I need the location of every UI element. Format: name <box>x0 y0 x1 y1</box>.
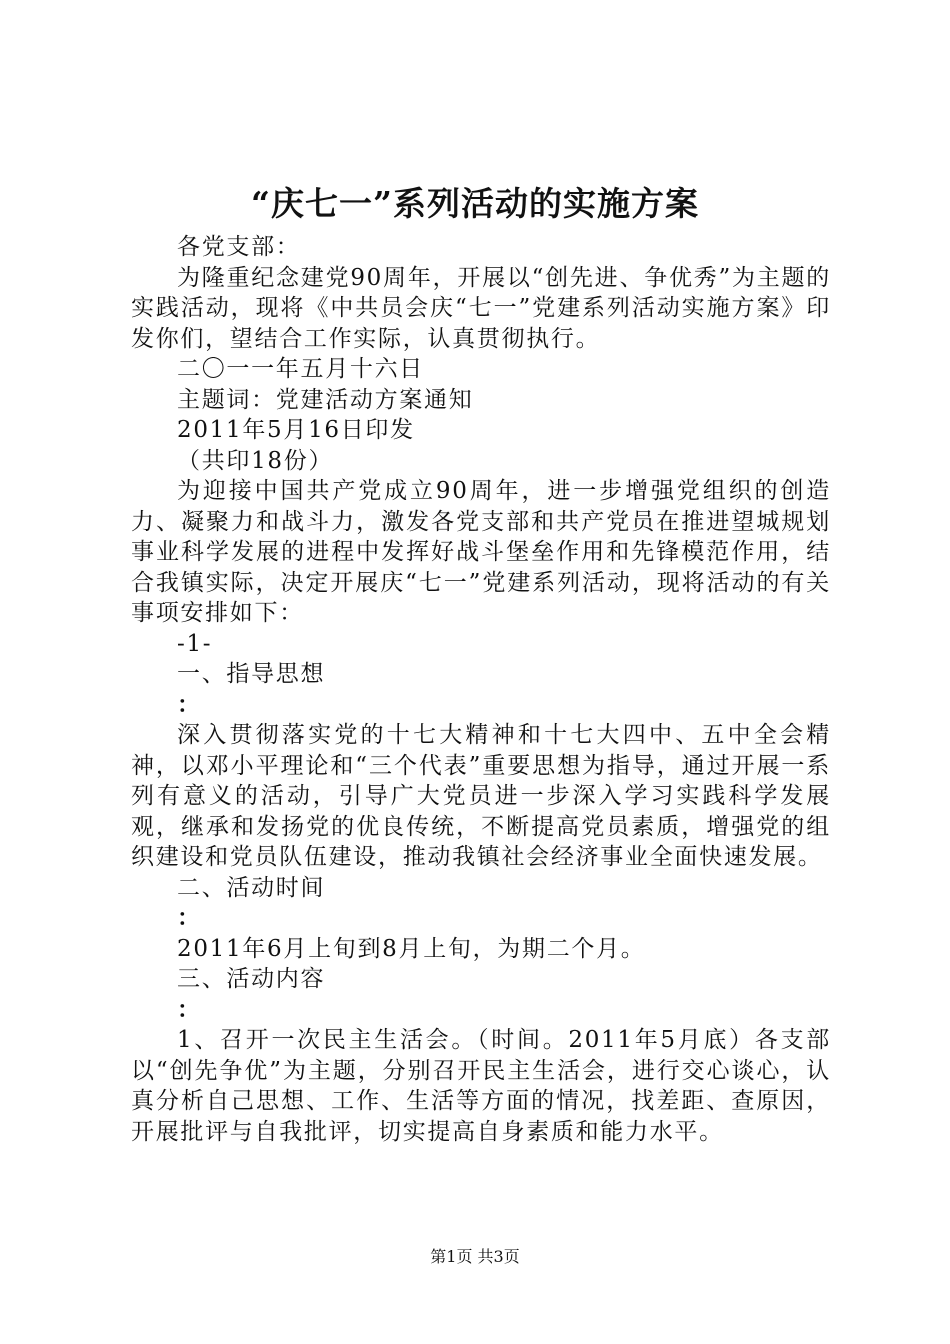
print-date: 2011年5月16日印发 <box>177 417 415 443</box>
issue-date: 二〇一一年五月十六日 <box>177 356 424 382</box>
section-colon: ： <box>177 995 202 1023</box>
section-heading-activity-content: 三、活动内容 <box>177 966 326 992</box>
section-heading-activity-time: 二、活动时间 <box>177 874 326 901</box>
purpose-paragraph: 为迎接中国共产党成立90周年，进一步增强党组织的创造力、凝聚力和战斗力，激发各党支部和共产党员在推进望城规划事业科学发展的进程中发挥好战斗堡垒作用和先锋模范作用，结合我镇实际，决定开展庆“七一”党建系列活动，现将活动的有关事项安排如下： <box>131 478 831 626</box>
section-colon: ： <box>177 904 202 931</box>
activity-time-paragraph: 2011年6月上旬到8月上旬，为期二个月。 <box>177 935 646 962</box>
section-colon: ： <box>177 690 202 718</box>
page-marker: -1- <box>177 630 213 657</box>
intro-paragraph: 为隆重纪念建党90周年，开展以“创先进、争优秀”为主题的实践活动，现将《中共员会庆“七一”党建系列活动实施方案》印发你们，望结合工作实际，认真贯彻执行。 <box>131 264 831 352</box>
page-footer: 第1页 共3页 <box>430 1247 520 1266</box>
document-title: “庆七一”系列活动的实施方案 <box>251 184 699 223</box>
activity-item-1: 1、召开一次民主生活会。（时间。2011年5月底）各支部以“创先争优”为主题，分别召开民主生活会，进行交心谈心，认真分析自己思想、工作、生活等方面的情况，找差距、查原因，开展批评与自我批评，切实提高自身素质和能力水平。 <box>131 1027 831 1145</box>
document-body <box>131 232 831 1147</box>
guiding-ideology-paragraph: 深入贯彻落实党的十七大精神和十七大四中、五中全会精神，以邓小平理论和“三个代表”重要思想为指导，通过开展一系列有意义的活动，引导广大党员进一步深入学习实践科学发展观，继承和发扬党的优良传统，不断提高党员素质，增强党的组织建设和党员队伍建设，推动我镇社会经济事业全面快速发展。 <box>131 722 831 870</box>
salutation: 各党支部： <box>177 234 301 260</box>
subject-keywords: 主题词：党建活动方案通知 <box>177 386 474 413</box>
print-count: （共印18份） <box>177 447 334 474</box>
section-heading-guiding-ideology: 一、指导思想 <box>177 661 326 687</box>
